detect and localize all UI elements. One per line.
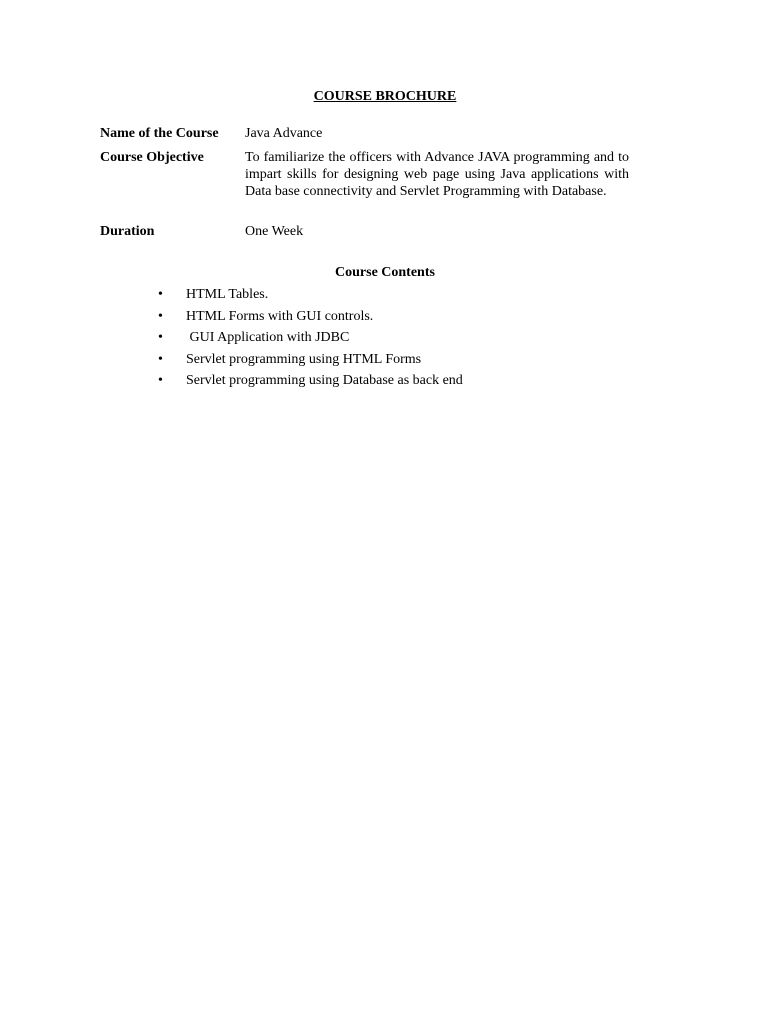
bullet-icon: • xyxy=(158,308,163,324)
course-name-label: Name of the Course xyxy=(100,126,219,141)
bullet-icon: • xyxy=(158,373,163,388)
list-item xyxy=(158,329,463,351)
course-objective-value: To familiarize the officers with Advance JAVA programming and to impart skills for designing web page using Java applications with Data base connectivity and Servlet Programming with Database. xyxy=(245,150,629,199)
list-item xyxy=(158,308,463,330)
bullet-icon: • xyxy=(158,351,163,367)
list-item-text: Servlet programming using HTML Forms xyxy=(186,351,422,367)
bullet-icon: • xyxy=(158,330,163,345)
course-objective-label: Course Objective xyxy=(100,150,204,165)
list-item-text: HTML Tables. xyxy=(186,287,269,302)
list-item-text: Servlet programming using Database as back end xyxy=(186,373,463,388)
list-item xyxy=(158,351,463,373)
course-name-value: Java Advance xyxy=(245,126,323,141)
list-item-text: HTML Forms with GUI controls. xyxy=(186,308,374,324)
duration-value: One Week xyxy=(245,224,304,239)
course-contents-list xyxy=(158,286,463,394)
list-item xyxy=(158,372,463,394)
duration-label: Duration xyxy=(100,224,155,239)
bullet-icon: • xyxy=(158,287,163,302)
course-contents-heading: Course Contents xyxy=(335,265,435,280)
page-title: COURSE BROCHURE xyxy=(313,89,457,104)
list-item xyxy=(158,286,463,308)
list-item-text: GUI Application with JDBC xyxy=(186,330,350,345)
